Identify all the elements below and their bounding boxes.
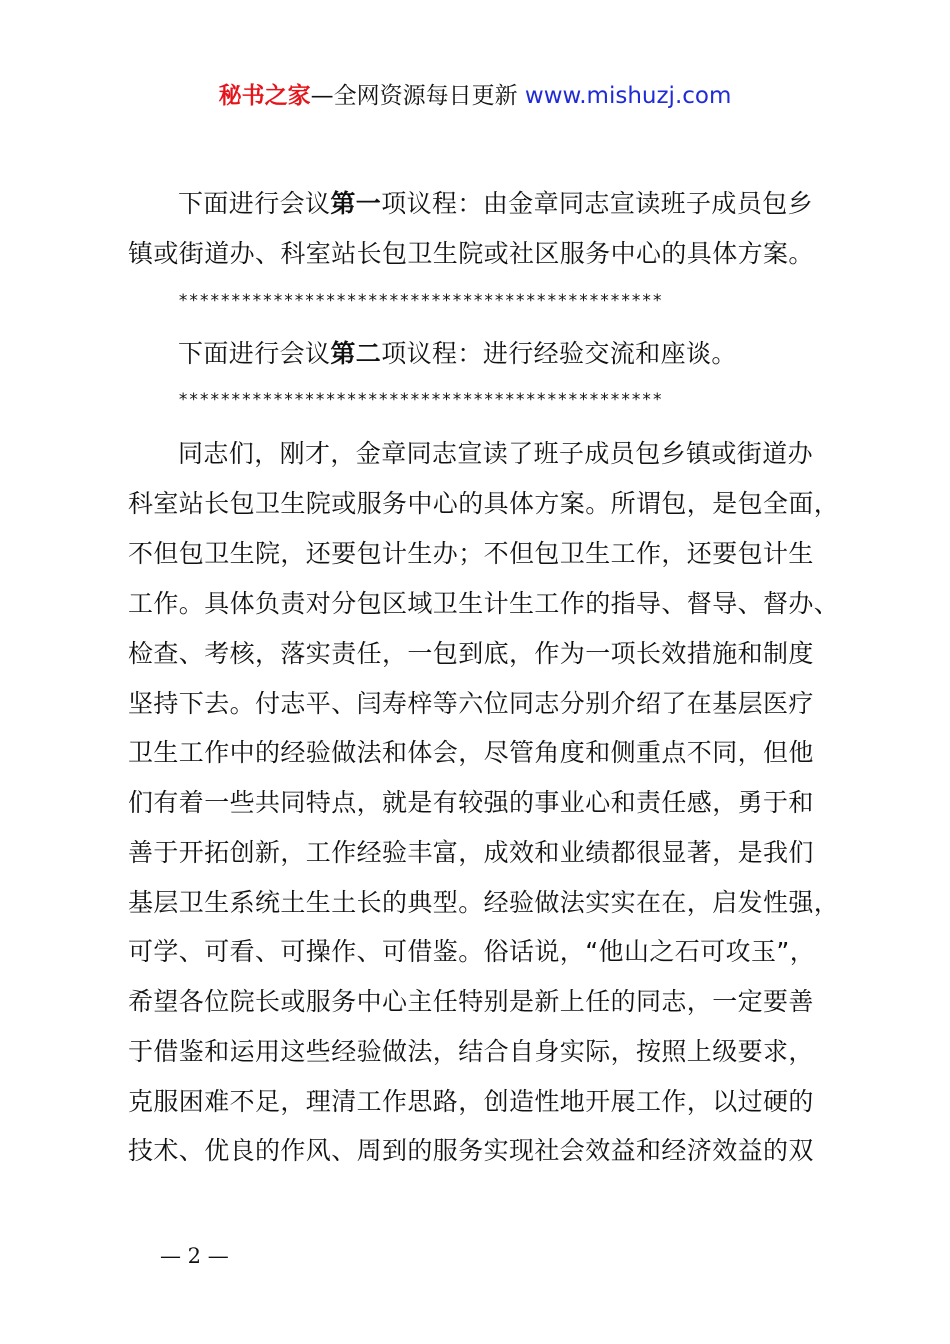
paragraph-line: 们有着一些共同特点，就是有较强的事业心和责任感，勇于和	[128, 788, 814, 817]
agenda-item-1	[178, 187, 813, 221]
agenda-2-text: 项议程：进行经验交流和座谈。	[381, 339, 737, 368]
agenda-1-number: 第一	[330, 189, 382, 218]
agenda-2-number: 第二	[330, 339, 382, 368]
paragraph-line: 卫生工作中的经验做法和体会，尽管角度和侧重点不同，但他	[128, 738, 814, 767]
site-url-link[interactable]: www.mishuzj.com	[524, 83, 732, 109]
agenda-1-text: 项议程：由金章同志宣读班子成员包乡	[381, 189, 814, 218]
agenda-2-intro: 下面进行会议	[178, 339, 331, 368]
paragraph-line: 不但包卫生院，还要包计生办；不但包卫生工作，还要包计生	[128, 539, 814, 568]
brand-name: 秘书之家	[218, 83, 311, 109]
agenda-1-line-2: 镇或街道办、科室站长包卫生院或社区服务中心的具体方案。	[128, 239, 814, 268]
paragraph-line: 技术、优良的作风、周到的服务实现社会效益和经济效益的双	[128, 1136, 814, 1165]
paragraph-line: 科室站长包卫生院或服务中心的具体方案。所谓包，是包全面，	[128, 489, 840, 518]
paragraph-line: 于借鉴和运用这些经验做法，结合自身实际，按照上级要求，	[128, 1037, 814, 1066]
site-header	[0, 80, 950, 112]
paragraph-line: 可学、可看、可操作、可借鉴。俗话说，“他山之石可攻玉”，	[128, 937, 816, 966]
paragraph-line: 工作。具体负责对分包区域卫生计生工作的指导、督导、督办、	[128, 589, 840, 618]
agenda-item-2	[178, 337, 737, 371]
page-number: — 2 —	[160, 1244, 229, 1268]
paragraph-line: 克服困难不足，理清工作思路，创造性地开展工作，以过硬的	[128, 1087, 814, 1116]
paragraph-line: 善于开拓创新，工作经验丰富，成效和业绩都很显著，是我们	[128, 838, 814, 867]
separator-2: **********************************************	[178, 390, 663, 410]
paragraph-line: 坚持下去。付志平、闫寿梓等六位同志分别介绍了在基层医疗	[128, 689, 814, 718]
header-tagline: —全网资源每日更新	[310, 83, 525, 109]
paragraph-line: 检查、考核，落实责任，一包到底，作为一项长效措施和制度	[128, 639, 814, 668]
paragraph-line: 希望各位院长或服务中心主任特别是新上任的同志，一定要善	[128, 987, 814, 1016]
separator-1: **********************************************	[178, 291, 663, 311]
agenda-1-intro: 下面进行会议	[178, 189, 331, 218]
paragraph-line: 同志们，刚才，金章同志宣读了班子成员包乡镇或街道办	[178, 439, 814, 468]
paragraph-line: 基层卫生系统土生土长的典型。经验做法实实在在，启发性强，	[128, 888, 840, 917]
